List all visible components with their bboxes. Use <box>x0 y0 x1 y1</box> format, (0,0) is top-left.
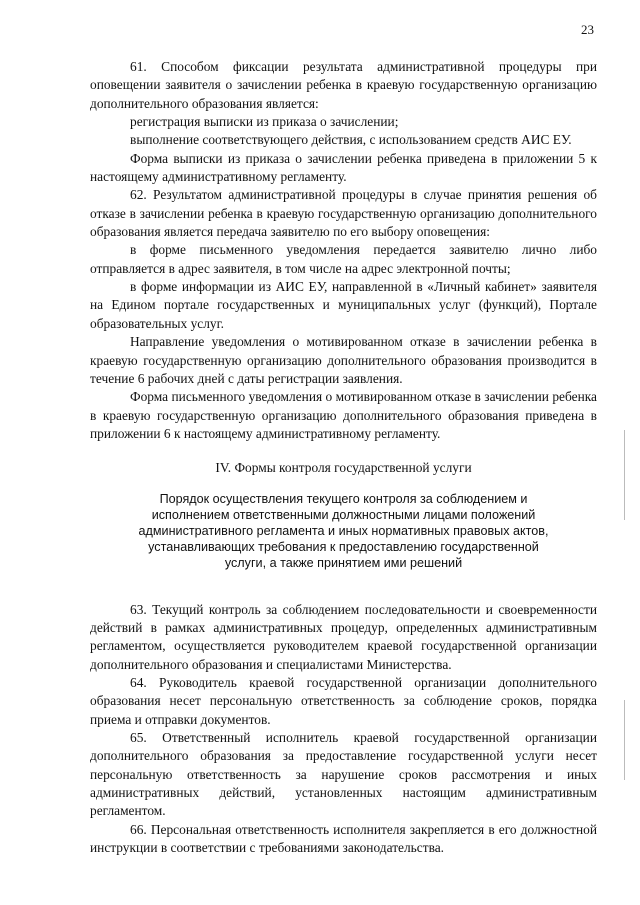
list-item: в форме письменного уведомления передается заявителю лично либо отправляется в адрес заявителя, в том числе на адрес электронной почты; <box>90 242 597 276</box>
list-item: регистрация выписки из приказа о зачислении; <box>130 114 399 130</box>
page-number: 23 <box>581 22 594 37</box>
paragraph-63: 63. Текущий контроль за соблюдением последовательности и своевременности действий в рамках административных процедур, определенных административным регламентом, осуществляется руководителем краевой государственной организации дополнительного образования и специалистами Министерства. <box>90 601 597 672</box>
scan-edge-mark <box>624 700 625 780</box>
paragraph-62: 62. Результатом административной процедуры в случае принятия решения об отказе в зачислении ребенка в краевую государственную организацию дополнительного образования является передача заявителю по его выбору оповещения: <box>90 187 597 240</box>
paragraph-61: 61. Способом фиксации результата административной процедуры при оповещении заявителя о зачислении ребенка в краевую государственную организацию дополнительного образования является: <box>90 59 597 111</box>
paragraph-64: 64. Руководитель краевой государственной организации дополнительного образования несет персональную ответственность за соблюдение сроков, порядка приема и отправки документов. <box>90 674 597 727</box>
paragraph: Форма выписки из приказа о зачислении ребенка приведена в приложении 5 к настоящему административному регламенту. <box>90 150 597 185</box>
paragraph: Форма письменного уведомления о мотивированном отказе в зачислении ребенка в краевую государственную организацию дополнительного образования приведена в приложении 6 к настоящему административному регламенту. <box>90 389 597 441</box>
paragraph-65: 65. Ответственный исполнитель краевой государственной организации дополнительного образования за предоставление государственной услуги несет персональную ответственность за нарушение сроков рассмотрения и иных административных действий, установленных настоящим административным регламентом. <box>90 729 597 819</box>
list-item: выполнение соответствующего действия, с использованием средств АИС ЕУ. <box>130 132 572 148</box>
paragraph: Направление уведомления о мотивированном отказе в зачислении ребенка в краевую государственную организацию дополнительного образования производится в течение 6 рабочих дней с даты регистрации заявления. <box>90 334 597 386</box>
section-title: IV. Формы контроля государственной услуги <box>215 460 472 476</box>
section-subtitle: Порядок осуществления текущего контроля за соблюдением и исполнением ответственными должностными лицами положений административного регламента и иных нормативных правовых актов, устанавливающих требования к предоставлению государственной услуги, а также принятием ими решений <box>138 491 549 570</box>
document-body <box>90 58 597 857</box>
paragraph-66: 66. Персональная ответственность исполнителя закрепляется в его должностной инструкции в соответствии с требованиями законодательства. <box>90 821 597 856</box>
list-item: в форме информации из АИС ЕУ, направленной в «Личный кабинет» заявителя на Едином портале государственных и муниципальных услуг (функций), Портале образовательных услуг. <box>90 279 597 331</box>
scan-edge-mark <box>624 430 625 520</box>
